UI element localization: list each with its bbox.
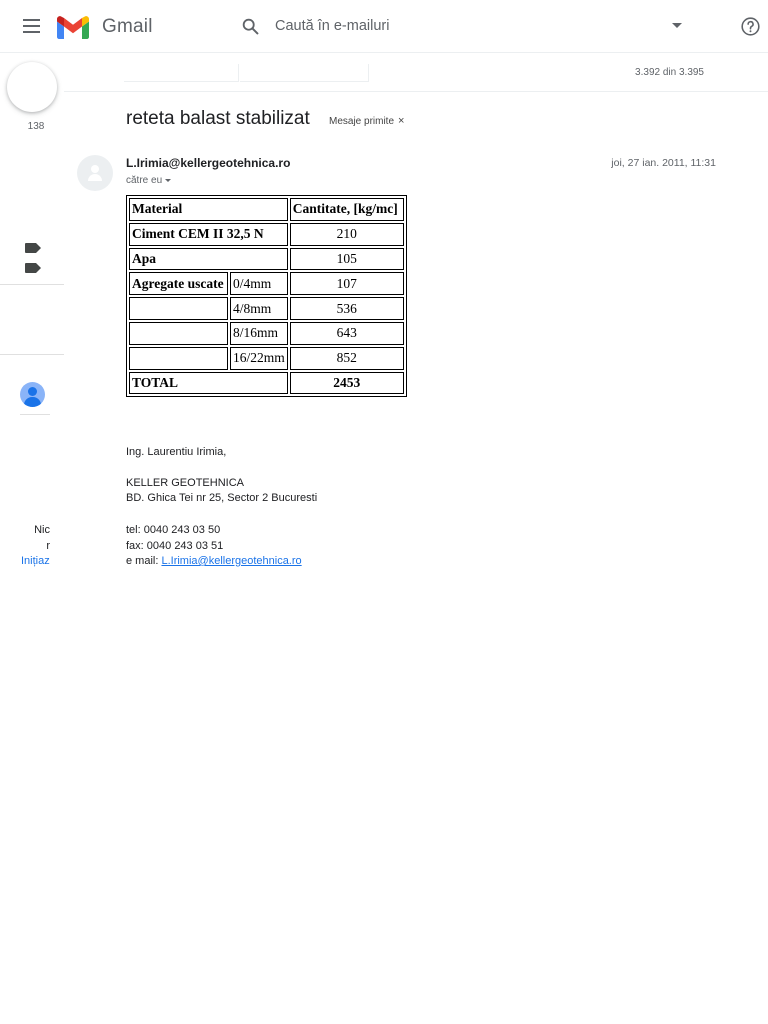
- rail-divider: [0, 284, 64, 285]
- remove-label-icon[interactable]: ×: [398, 115, 405, 127]
- search-input[interactable]: [275, 14, 655, 38]
- signature-email-label: e mail:: [126, 555, 162, 567]
- table-row: [129, 347, 404, 370]
- recipient-details[interactable]: [126, 175, 171, 186]
- contacts-icon[interactable]: [20, 382, 45, 407]
- table-cell: TOTAL: [129, 372, 288, 395]
- meet-start-link[interactable]: Inițiaz: [21, 555, 50, 567]
- details-caret-icon[interactable]: [165, 179, 171, 182]
- table-cell: 210: [290, 223, 404, 246]
- label-icon[interactable]: [25, 243, 41, 253]
- meet-text: r: [46, 540, 50, 552]
- table-cell: 4/8mm: [230, 297, 288, 320]
- signature-fax: fax: 0040 243 03 51: [126, 540, 224, 552]
- table-cell: Ciment CEM II 32,5 N: [129, 223, 288, 246]
- table-cell: 8/16mm: [230, 322, 288, 345]
- table-header: Cantitate, [kg/mc]: [290, 198, 404, 221]
- signature-phone: tel: 0040 243 03 50: [126, 524, 221, 536]
- inbox-label-text: Mesaje primite: [329, 115, 395, 127]
- table-cell: 536: [290, 297, 404, 320]
- recipe-table: [126, 195, 407, 397]
- sender-email[interactable]: L.Irimia@kellergeotehnica.ro: [126, 156, 291, 170]
- table-row: [129, 272, 404, 295]
- toolbar-button[interactable]: [124, 64, 239, 82]
- table-row: [129, 223, 404, 246]
- message-date: joi, 27 ian. 2011, 11:31: [611, 157, 716, 169]
- signature-company: KELLER GEOTEHNICA: [126, 477, 244, 489]
- toolbar-button[interactable]: [240, 64, 369, 82]
- table-cell: 105: [290, 248, 404, 271]
- gmail-logo[interactable]: [57, 15, 89, 39]
- table-cell: 852: [290, 347, 404, 370]
- pager-text: 3.392 din 3.395: [635, 67, 704, 78]
- message-toolbar: [64, 53, 768, 92]
- label-icon[interactable]: [25, 263, 41, 273]
- table-header: Material: [129, 198, 288, 221]
- table-cell: 2453: [290, 372, 404, 395]
- search-icon[interactable]: [240, 16, 262, 38]
- signature-name: Ing. Laurentiu Irimia,: [126, 446, 227, 458]
- table-cell: [129, 297, 228, 320]
- top-bar: [0, 0, 768, 53]
- rail-divider: [0, 354, 64, 355]
- inbox-unread-count: 138: [27, 121, 45, 132]
- table-cell: 107: [290, 272, 404, 295]
- rail-divider: [20, 414, 50, 415]
- signature-email-link[interactable]: L.Irimia@kellergeotehnica.ro: [161, 555, 302, 567]
- menu-icon[interactable]: [20, 16, 44, 36]
- table-row: [129, 248, 404, 271]
- meet-text: Nic: [34, 524, 50, 536]
- recipient-text: către eu: [126, 175, 163, 186]
- gmail-brand-text[interactable]: Gmail: [102, 16, 153, 37]
- signature-address: BD. Ghica Tei nr 25, Sector 2 Bucuresti: [126, 492, 318, 504]
- table-cell: [129, 347, 228, 370]
- help-icon[interactable]: [740, 16, 761, 37]
- table-cell: Apa: [129, 248, 288, 271]
- search-options-dropdown-icon[interactable]: [672, 23, 682, 28]
- table-row: [129, 297, 404, 320]
- table-row: [129, 322, 404, 345]
- table-cell: 0/4mm: [230, 272, 288, 295]
- table-cell: [129, 322, 228, 345]
- inbox-label-chip[interactable]: [323, 114, 410, 128]
- compose-button[interactable]: [7, 62, 57, 112]
- table-cell: 16/22mm: [230, 347, 288, 370]
- table-row: [129, 198, 404, 221]
- signature-email-line: [126, 555, 302, 567]
- table-cell: 643: [290, 322, 404, 345]
- table-row: [129, 372, 404, 395]
- table-cell: Agregate uscate: [129, 272, 228, 295]
- avatar-icon[interactable]: [77, 155, 113, 191]
- email-subject: reteta balast stabilizat: [126, 108, 310, 129]
